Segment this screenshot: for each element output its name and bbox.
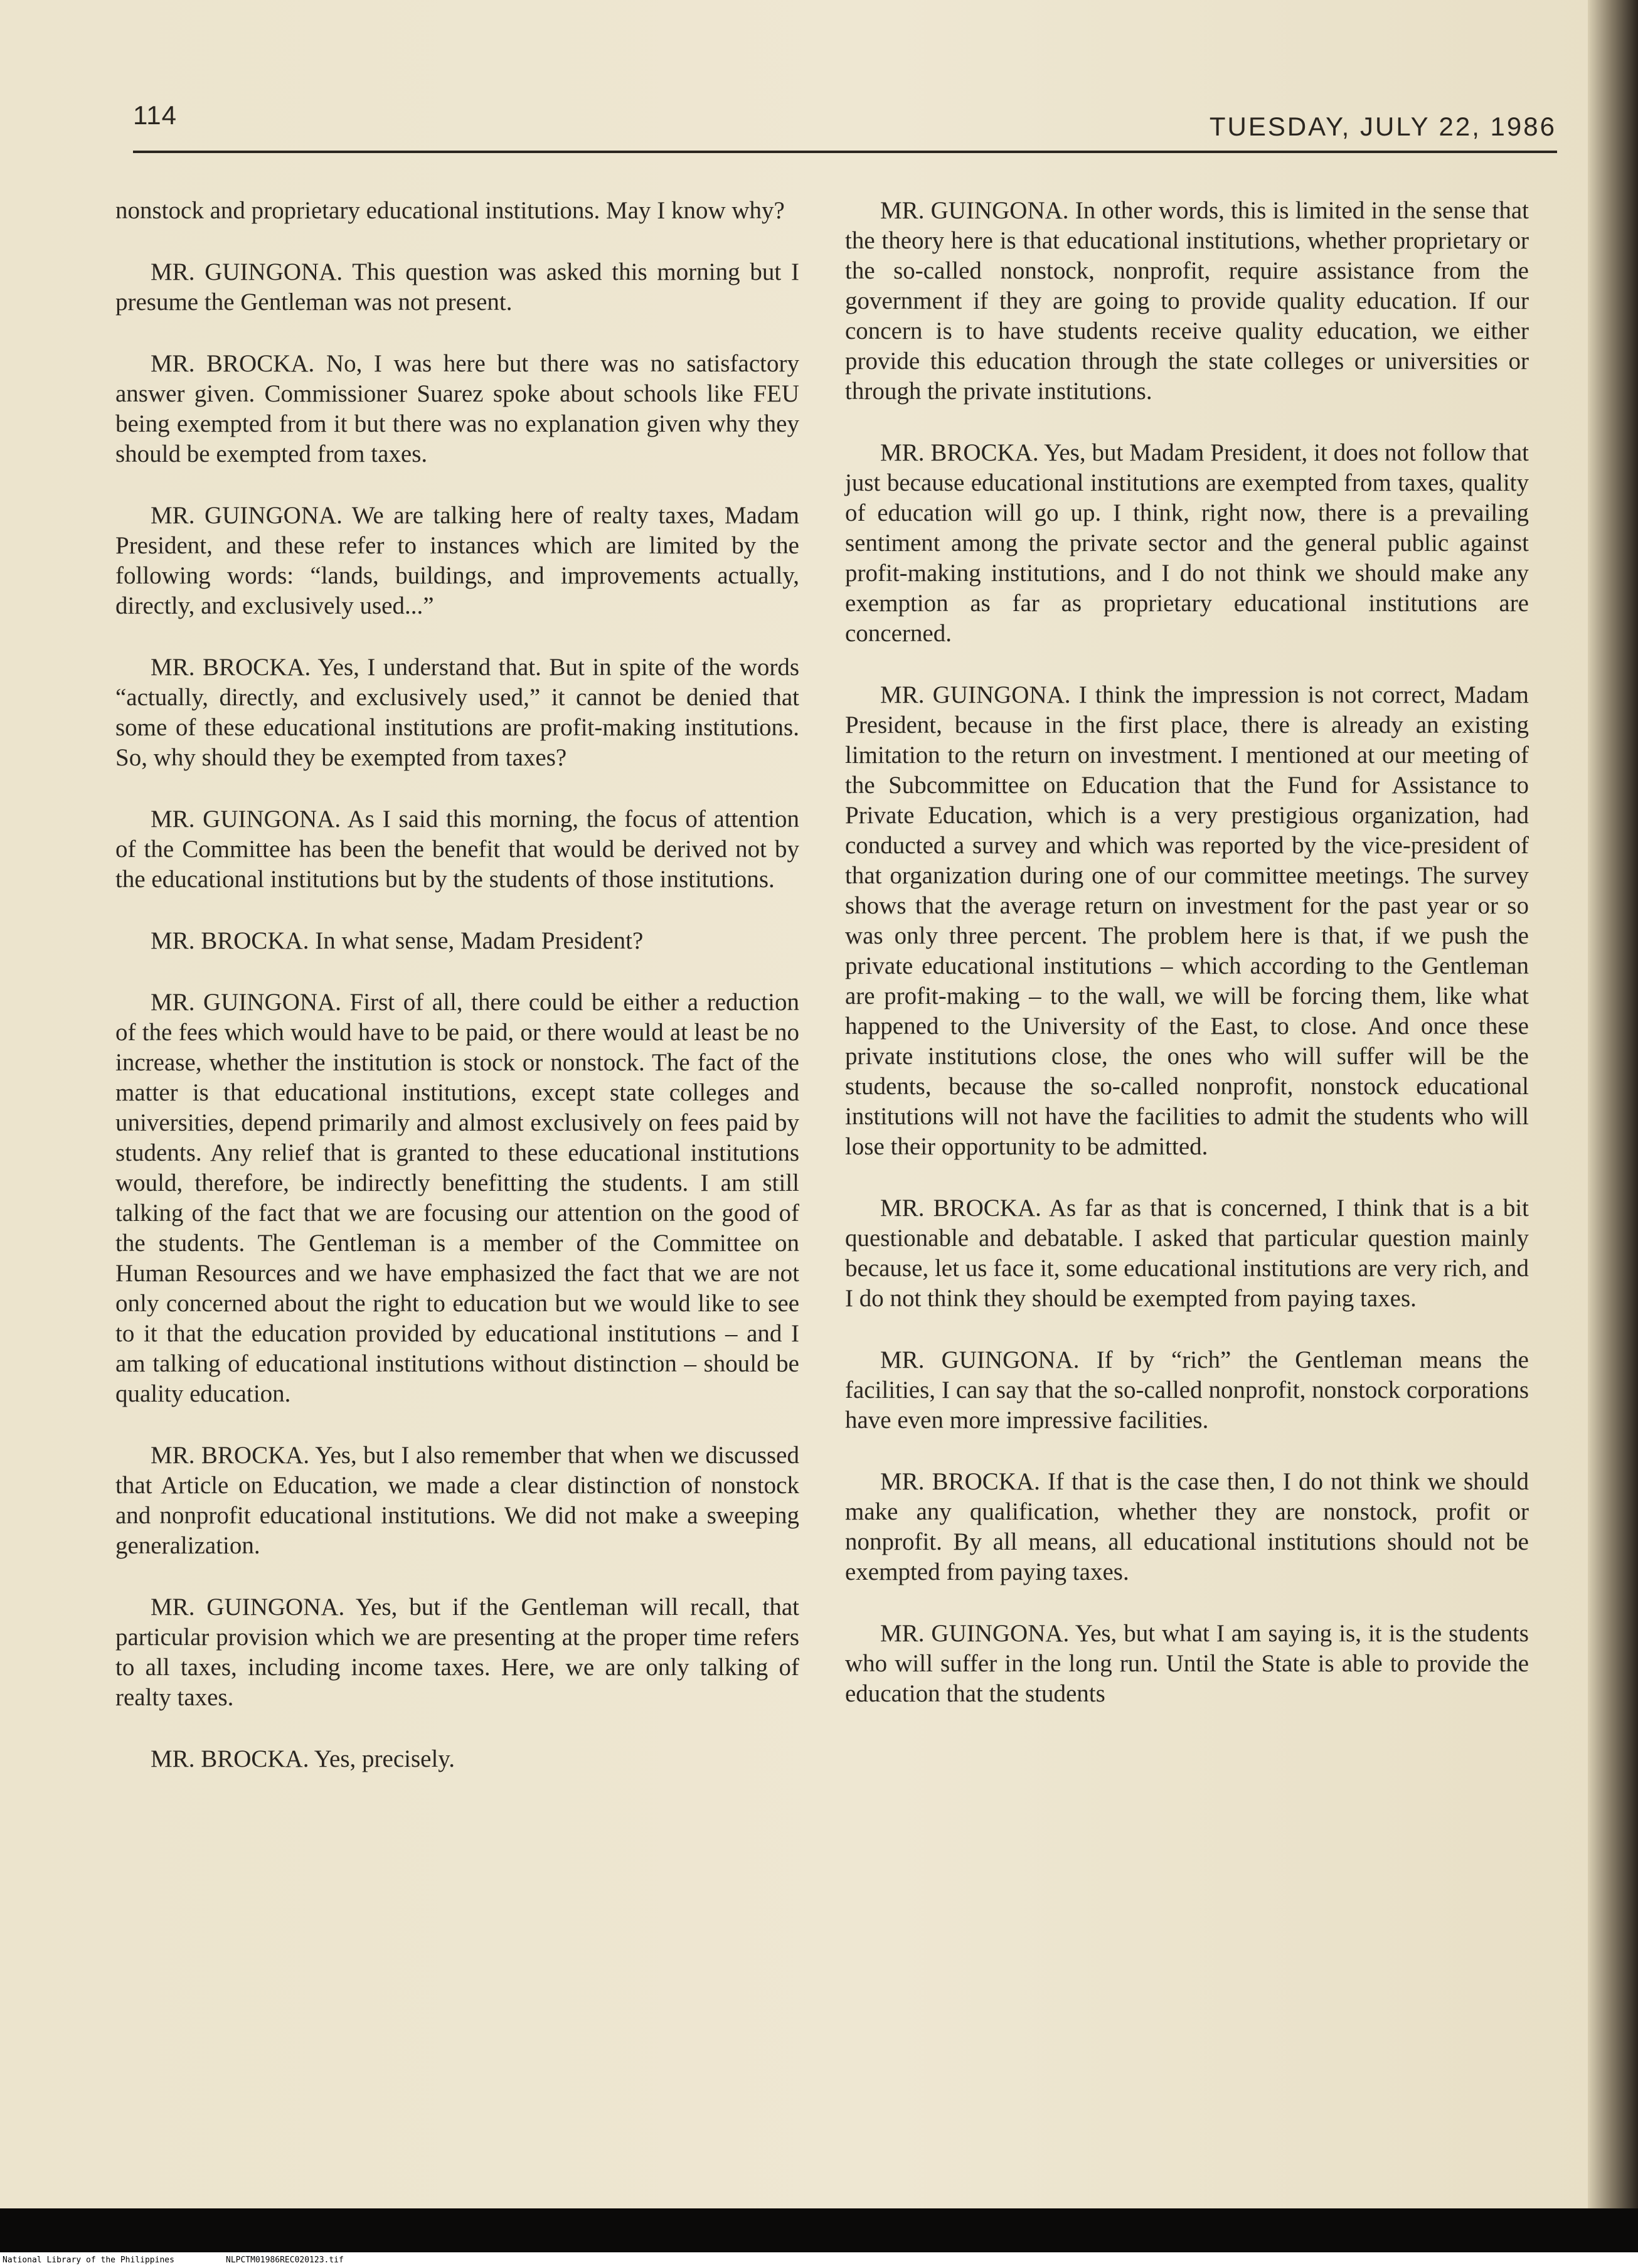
paragraph: MR. BROCKA. Yes, but Madam President, it does not follow that just because educational institutions are exempted from taxes, quality of education will go up. I think, right now, there is a prevailing sentiment among the private sector and the general public against profit-making institutions, and I do not think we should make any exemption as far as proprietary educational institutions are concerned.: [845, 439, 1529, 647]
footer-library: National Library of the Philippines: [3, 2255, 174, 2265]
paragraph: MR. BROCKA. As far as that is concerned, I think that is a bit questionable and debatable. I asked that particular question mainly because, let us face it, some educational institutions are very rich, and I do not think they should be exempted from paying taxes.: [845, 1195, 1529, 1312]
paragraph: MR. BROCKA. No, I was here but there was no satisfactory answer given. Commissioner Suarez spoke about schools like FEU being exempted from it but there was no explanation given why they should be exempted from taxes.: [115, 350, 799, 467]
paragraph: MR. GUINGONA. As I said this morning, the focus of attention of the Committee has been the benefit that would be derived not by the educational institutions but by the students of those institutions.: [115, 806, 799, 893]
paragraph: MR. BROCKA. If that is the case then, I do not think we should make any qualification, whether they are nonstock, profit or nonprofit. By all means, all educational institutions should not be exempted from paying taxes.: [845, 1468, 1529, 1585]
paragraph: MR. BROCKA. Yes, I understand that. But in spite of the words “actually, directly, and exclusively used,” it cannot be denied that some of these educational institutions are profit-making institutions. So, why should they be exempted from taxes?: [115, 654, 799, 771]
scan-bottom-band: [0, 2208, 1638, 2252]
paragraph: MR. GUINGONA. First of all, there could be either a reduction of the fees which would have to be paid, or there would at least be no increase, whether the institution is stock or nonstock. The fact of the matter is that educational institutions, except state colleges and universities, depend primarily and almost exclusively on fees paid by students. Any relief that is granted to these educational institutions would, therefore, be indirectly benefitting the students. I am still talking of the fact that we are focusing our attention on the good of the students. The Gentleman is a member of the Committee on Human Resources and we have emphasized the fact that we are not only concerned about the right to education but we would like to see to it that the education provided by educational institutions – and I am talking of educational institutions without distinction – should be quality education.: [115, 989, 799, 1407]
page-number: 114: [133, 100, 177, 130]
header-rule: [133, 151, 1557, 153]
footer-filename: NLPCTM01986REC020123.tif: [226, 2255, 344, 2265]
binding-shadow: [1588, 0, 1638, 2221]
paragraph: nonstock and proprietary educational institutions. May I know why?: [115, 197, 785, 224]
left-column: [115, 196, 799, 1806]
paragraph: MR. GUINGONA. This question was asked this morning but I presume the Gentleman was not present.: [115, 258, 799, 316]
scan-footer: [0, 2252, 1638, 2268]
paragraph: MR. GUINGONA. In other words, this is limited in the sense that the theory here is that educational institutions, whether proprietary or the so-called nonstock, nonprofit, require assistance from the government if they are going to provide quality education. If our concern is to have students receive quality education, we either provide this education through the state colleges or universities or through the private institutions.: [845, 197, 1529, 405]
paragraph: MR. BROCKA. In what sense, Madam President?: [151, 927, 644, 954]
paragraph: MR. BROCKA. Yes, precisely.: [151, 1745, 455, 1772]
paragraph: MR. GUINGONA. I think the impression is not correct, Madam President, because in the first place, there is already an existing limitation to the return on investment. I mentioned at our meeting of the Subcommittee on Education that the Fund for Assistance to Private Education, which is a very prestigious organization, had conducted a survey and which was reported by the vice-president of that organization during one of our committee meetings. The survey shows that the average return on investment for the past year or so was only three percent. The problem here is that, if we push the private educational institutions – which according to the Gentleman are profit-making – to the wall, we will be forcing them, like what happened to the University of the East, to close. And once these private institutions close, the ones who will suffer will be the students, because the so-called nonprofit, nonstock educational institutions will not have the facilities to admit the students who will lose their opportunity to be admitted.: [845, 681, 1529, 1160]
running-head-date: TUESDAY, JULY 22, 1986: [1209, 112, 1556, 141]
right-column: [845, 196, 1529, 1740]
paragraph: MR. BROCKA. Yes, but I also remember that when we discussed that Article on Education, we made a clear distinction of nonstock and nonprofit educational institutions. We did not make a sweeping generalization.: [115, 1442, 799, 1559]
paragraph: MR. GUINGONA. If by “rich” the Gentleman means the facilities, I can say that the so-called nonprofit, nonstock corporations have even more impressive facilities.: [845, 1346, 1529, 1434]
paragraph: MR. GUINGONA. Yes, but what I am saying is, it is the students who will suffer in the long run. Until the State is able to provide the education that the students: [845, 1620, 1529, 1707]
paragraph: MR. GUINGONA. We are talking here of realty taxes, Madam President, and these refer to instances which are limited by the following words: “lands, buildings, and improvements actually, directly, and exclusively used...”: [115, 502, 799, 619]
paragraph: MR. GUINGONA. Yes, but if the Gentleman will recall, that particular provision which we are presenting at the proper time refers to all taxes, including income taxes. Here, we are only talking of realty taxes.: [115, 1594, 799, 1711]
